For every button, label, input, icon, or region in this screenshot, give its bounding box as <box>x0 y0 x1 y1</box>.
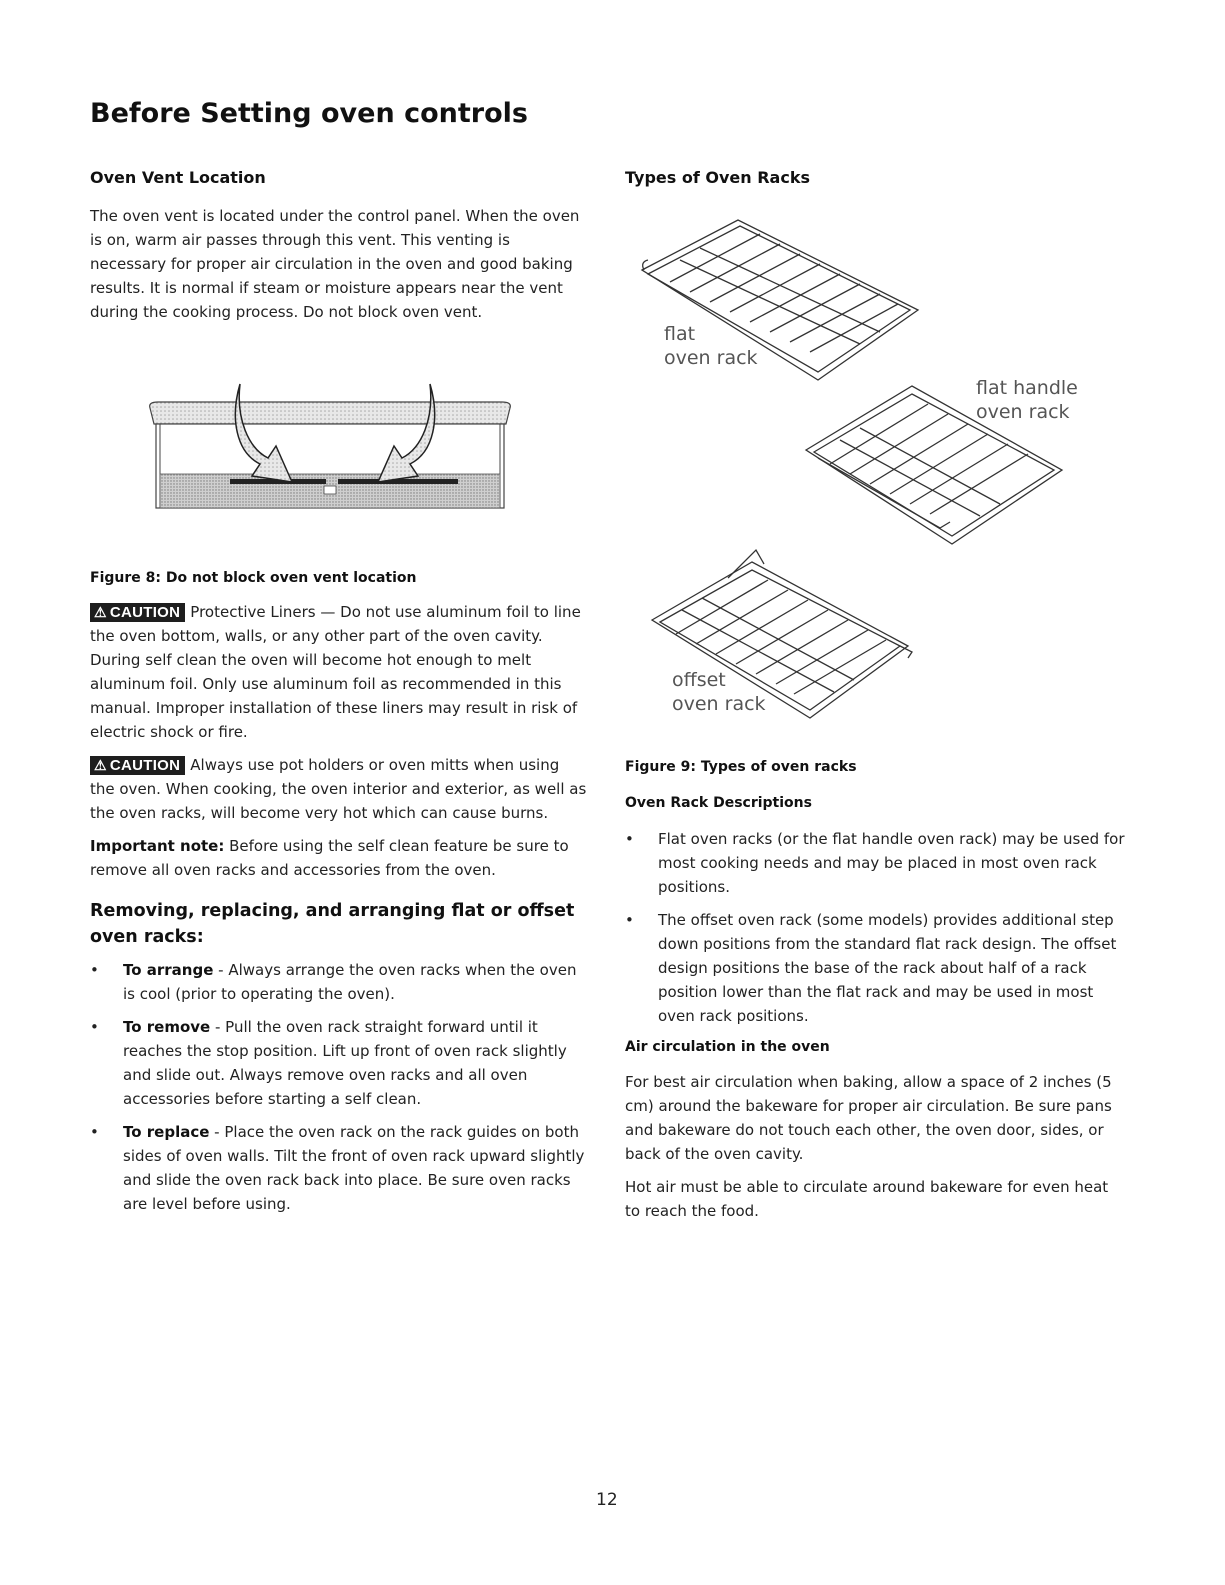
removing-racks-heading: Removing, replacing, and arranging flat or offset oven racks: <box>90 901 575 947</box>
types-of-racks-heading: Types of Oven Racks <box>625 168 810 187</box>
flat-handle-rack-label-line-2: oven rack <box>976 401 1070 423</box>
bullet-label: To remove <box>123 1018 211 1036</box>
figure-8-caption: Figure 8: Do not block oven vent location <box>90 570 417 586</box>
caution-badge <box>90 756 185 775</box>
bullet-label: To replace <box>123 1123 210 1141</box>
bullet-icon: • <box>625 830 634 848</box>
caution-label: CAUTION <box>109 604 181 621</box>
important-note <box>90 834 588 882</box>
bullet-icon: • <box>625 911 634 929</box>
bullet-text: - Pull the oven rack straight forward until it reaches the stop position. Lift up front of oven rack slightly and slide out. Always remove oven racks and all oven accessories before starting a self clean. <box>123 1018 567 1108</box>
list-item <box>625 908 1125 1028</box>
figure-9-caption: Figure 9: Types of oven racks <box>625 759 857 775</box>
page-title: Before Setting oven controls <box>90 98 528 129</box>
caution-1-text: Protective Liners — Do not use aluminum foil to line the oven bottom, walls, or any other part of the oven cavity. During self clean the oven will become hot enough to melt aluminum foil. Only use aluminum foil as recommended in this manual. Improper installation of these liners may result in risk of electric shock or fire. <box>90 603 581 741</box>
flat-rack-label-line-2: oven rack <box>664 347 758 369</box>
rack-descriptions-list <box>625 827 1125 1028</box>
rack-instructions-list <box>90 958 588 1216</box>
list-item <box>625 827 1125 899</box>
caution-badge <box>90 603 185 622</box>
offset-rack-label-line-1: offset <box>672 669 726 691</box>
offset-rack-label <box>672 668 766 716</box>
rack-descriptions-heading: Oven Rack Descriptions <box>625 795 812 811</box>
flat-rack-label <box>664 322 758 370</box>
oven-vent-paragraph: The oven vent is located under the control panel. When the oven is on, warm air passes through this vent. This venting is necessary for proper air circulation in the oven and good baking results. It is normal if steam or moisture appears near the vent during the cooking process. Do not block oven vent. <box>90 207 580 321</box>
list-item <box>90 1120 588 1216</box>
caution-2-text: Always use pot holders or oven mitts when using the oven. When cooking, the oven interior and exterior, as well as the oven racks, will become very hot which can cause burns. <box>90 756 587 822</box>
oven-vent-heading: Oven Vent Location <box>90 168 266 187</box>
bullet-text: Flat oven racks (or the flat handle oven rack) may be used for most cooking needs and may be placed in most oven rack positions. <box>658 830 1125 896</box>
flat-handle-rack-label-line-1: flat handle <box>976 377 1078 399</box>
air-circulation-heading: Air circulation in the oven <box>625 1039 830 1055</box>
air-circulation-paragraph-2: Hot air must be able to circulate around bakeware for even heat to reach the food. <box>625 1178 1109 1220</box>
air-circulation-paragraph-1: For best air circulation when baking, allow a space of 2 inches (5 cm) around the bakeware for proper air circulation. Be sure pans and bakeware do not touch each other, the oven door, sides, or back of the oven cavity. <box>625 1073 1112 1163</box>
important-note-text: Before using the self clean feature be sure to remove all oven racks and accessories from the oven. <box>90 837 569 879</box>
bullet-text: The offset oven rack (some models) provides additional step down positions from the standard flat rack design. The offset design positions the base of the rack about half of a rack position lower than the flat rack and may be used in most oven rack positions. <box>658 911 1117 1025</box>
caution-pot-holders <box>90 753 588 825</box>
warning-triangle-icon: ⚠ <box>94 757 107 773</box>
flat-rack-label-line-1: flat <box>664 323 696 345</box>
caution-protective-liners <box>90 600 588 744</box>
caution-label: CAUTION <box>109 757 181 774</box>
warning-triangle-icon: ⚠ <box>94 604 107 620</box>
bullet-text: - Place the oven rack on the rack guides on both sides of oven walls. Tilt the front of oven rack upward slightly and slide the oven rack back into place. Be sure oven racks are level before using. <box>123 1123 585 1213</box>
oven-vent-illustration <box>140 378 520 514</box>
page-number: 12 <box>596 1490 618 1510</box>
bullet-text: - Always arrange the oven racks when the oven is cool (prior to operating the oven). <box>123 961 577 1003</box>
bullet-label: To arrange <box>123 961 214 979</box>
bullet-icon: • <box>90 961 99 979</box>
offset-rack-label-line-2: oven rack <box>672 693 766 715</box>
bullet-icon: • <box>90 1018 99 1036</box>
list-item <box>90 1015 588 1111</box>
list-item <box>90 958 588 1006</box>
flat-handle-rack-label <box>976 376 1078 424</box>
bullet-icon: • <box>90 1123 99 1141</box>
important-note-label: Important note: <box>90 837 225 855</box>
